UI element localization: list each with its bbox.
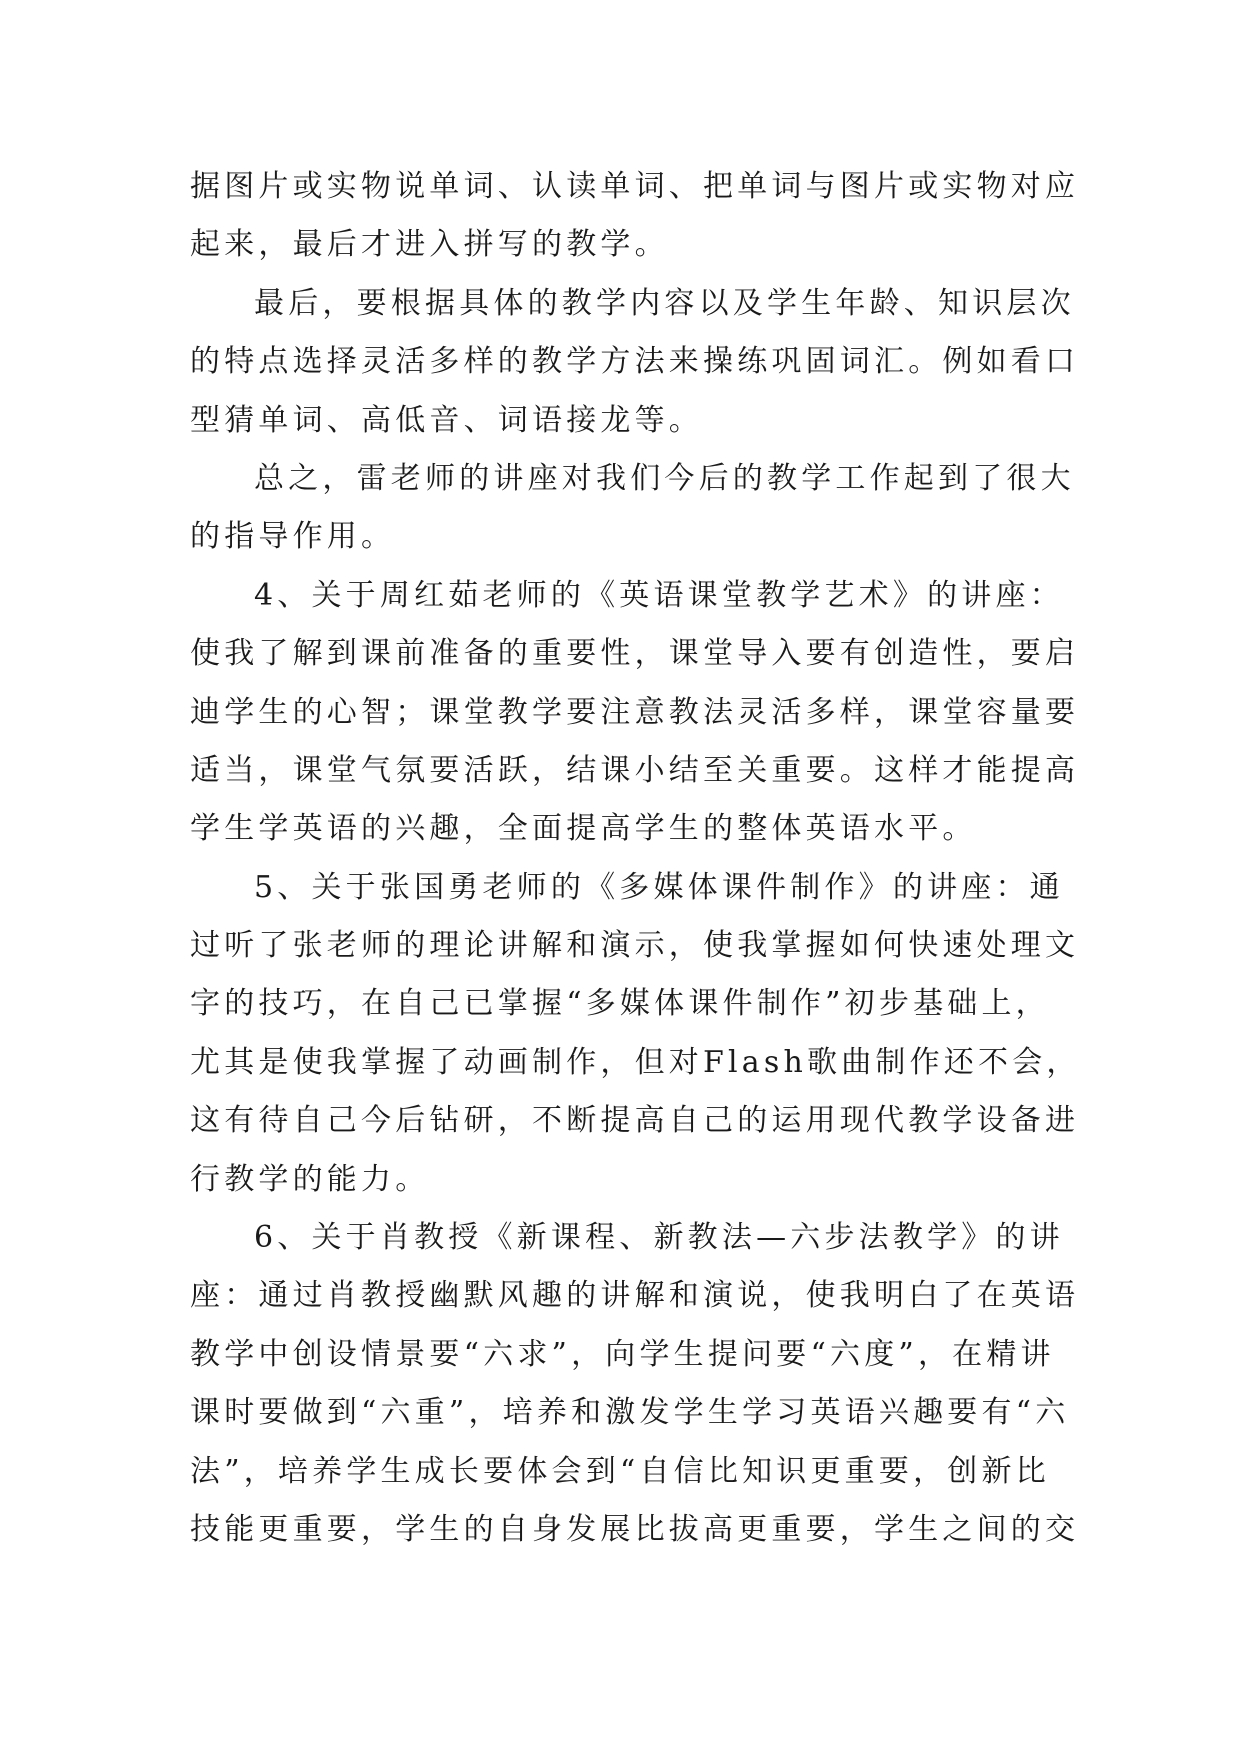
text-line: 这有待自己今后钻研，不断提高自己的运用现代教学设备进 bbox=[190, 1103, 1080, 1139]
text-line: 总之，雷老师的讲座对我们今后的教学工作起到了很大 bbox=[254, 460, 1075, 496]
text-line: 的指导作用。 bbox=[190, 519, 396, 555]
text-line: 4、关于周红茹老师的《英语课堂教学艺术》的讲座： bbox=[254, 577, 1064, 613]
text-line: 据图片或实物说单词、认读单词、把单词与图片或实物对应 bbox=[190, 169, 1080, 204]
text-line: 适当，课堂气氛要活跃，结课小结至关重要。这样才能提高 bbox=[190, 752, 1080, 788]
text-line: 迪学生的心智；课堂教学要注意教法灵活多样，课堂容量要 bbox=[190, 694, 1080, 730]
text-line: 教学中创设情景要“六求”，向学生提问要“六度”，在精讲 bbox=[190, 1336, 1055, 1372]
text-line: 最后，要根据具体的教学内容以及学生年龄、知识层次 bbox=[254, 285, 1075, 321]
text-line: 过听了张老师的理论讲解和演示，使我掌握如何快速处理文 bbox=[190, 928, 1080, 964]
text-line: 使我了解到课前准备的重要性，课堂导入要有创造性，要启 bbox=[190, 636, 1080, 672]
text-line: 起来，最后才进入拼写的教学。 bbox=[190, 227, 669, 263]
text-line: 法”，培养学生成长要体会到“自信比知识更重要，创新比 bbox=[190, 1453, 1050, 1489]
text-line: 学生学英语的兴趣，全面提高学生的整体英语水平。 bbox=[190, 811, 977, 847]
text-line: 字的技巧，在自己已掌握“多媒体课件制作”初步基础上， bbox=[190, 986, 1050, 1022]
text-line: 行教学的能力。 bbox=[190, 1161, 430, 1197]
text-line: 的特点选择灵活多样的教学方法来操练巩固词汇。例如看口 bbox=[190, 344, 1080, 380]
text-line: 型猜单词、高低音、词语接龙等。 bbox=[190, 402, 703, 438]
text-line: 课时要做到“六重”，培养和激发学生学习英语兴趣要有“六 bbox=[190, 1395, 1070, 1431]
text-line: 5、关于张国勇老师的《多媒体课件制作》的讲座：通 bbox=[254, 869, 1064, 905]
text-line: 6、关于肖教授《新课程、新教法—六步法教学》的讲 bbox=[254, 1220, 1064, 1256]
document-body bbox=[190, 158, 1081, 1559]
text-line: 技能更重要，学生的自身发展比拔高更重要，学生之间的交 bbox=[190, 1511, 1080, 1547]
text-line: 尤其是使我掌握了动画制作，但对Flash歌曲制作还不会， bbox=[190, 1044, 1081, 1080]
text-line: 座：通过肖教授幽默风趣的讲解和演说，使我明白了在英语 bbox=[190, 1278, 1080, 1314]
